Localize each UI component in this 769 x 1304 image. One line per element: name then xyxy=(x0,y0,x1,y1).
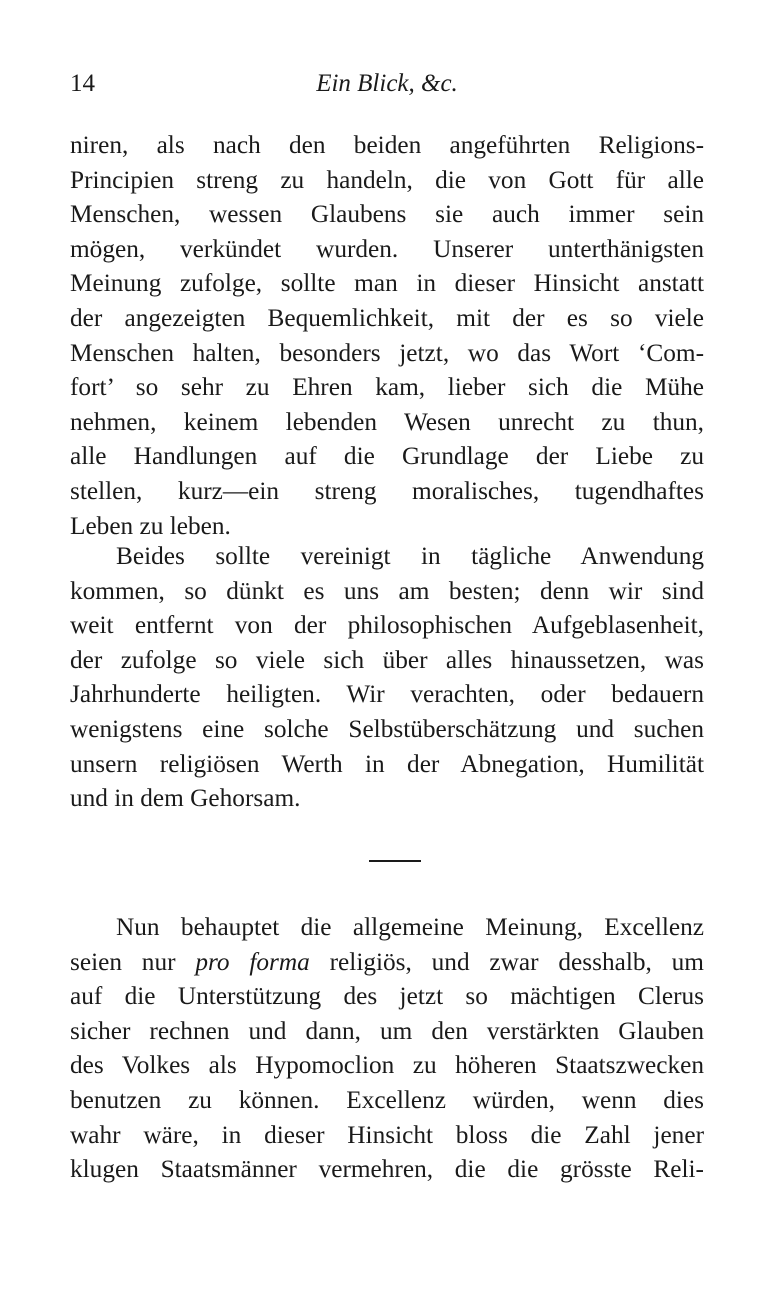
paragraph-3 xyxy=(70,910,704,1187)
text-line: Menschen, wessen Glaubens sie auch immer sein xyxy=(70,200,704,229)
text-line: Menschen halten, besonders jetzt, wo das Wort ‘Com- xyxy=(70,338,704,367)
text-line: weit entfernt von der philosophischen Aufgeblasenheit, xyxy=(70,611,704,640)
text-line: Leben zu leben. xyxy=(70,511,231,540)
text-line: klugen Staatsmänner vermehren, die die grösste Reli- xyxy=(70,1155,704,1184)
text-line: Jahrhunderte heiligten. Wir verachten, oder bedauern xyxy=(70,680,704,709)
text-line: Nun behauptet die allgemeine Meinung, Excellenz xyxy=(116,913,704,941)
text-line: benutzen zu können. Excellenz würden, wenn dies xyxy=(70,1085,704,1114)
text-line: kommen, so dünkt es uns am besten; denn wir sind xyxy=(70,576,704,605)
text-line: unsern religiösen Werth in der Abnegation, Humilität xyxy=(70,749,704,778)
text-line: mögen, verkündet wurden. Unserer unterthänigsten xyxy=(70,234,704,263)
text-line: wenigstens eine solche Selbstüberschätzung und suchen xyxy=(70,714,704,743)
text-line: niren, als nach den beiden angeführten Religions- xyxy=(70,131,704,159)
text-line: fort’ so sehr zu Ehren kam, lieber sich die Mühe xyxy=(70,373,704,402)
text-line: sicher rechnen und dann, um den verstärkten Glauben xyxy=(70,1016,704,1045)
section-divider xyxy=(369,860,421,862)
page-header xyxy=(70,70,704,106)
text-line: und in dem Gehorsam. xyxy=(70,784,301,813)
running-title: Ein Blick, &c. xyxy=(316,70,458,97)
paragraph-1 xyxy=(70,128,704,543)
page-number: 14 xyxy=(70,70,95,97)
text-line: der angezeigten Bequemlichkeit, mit der es so viele xyxy=(70,303,704,332)
paragraph-2 xyxy=(70,539,704,816)
text-line: Beides sollte vereinigt in tägliche Anwendung xyxy=(116,542,704,570)
text-line: des Volkes als Hypomoclion zu höheren Staatszwecken xyxy=(70,1051,704,1080)
text-run: religiös, und zwar desshalb, um xyxy=(309,947,704,976)
text-line: Meinung zufolge, sollte man in dieser Hinsicht anstatt xyxy=(70,269,704,298)
text-line: nehmen, keinem lebenden Wesen unrecht zu thun, xyxy=(70,407,704,436)
text-line: Principien streng zu handeln, die von Gott für alle xyxy=(70,165,704,194)
italic-phrase: pro forma xyxy=(195,947,310,976)
text-line-with-italic xyxy=(70,945,704,980)
text-line: alle Handlungen auf die Grundlage der Liebe zu xyxy=(70,442,704,471)
text-line: auf die Unterstützung des jetzt so mächtigen Clerus xyxy=(70,982,704,1011)
text-line: der zufolge so viele sich über alles hinaussetzen, was xyxy=(70,645,704,674)
text-line: stellen, kurz—ein streng moralisches, tugendhaftes xyxy=(70,476,704,505)
text-line: wahr wäre, in dieser Hinsicht bloss die Zahl jener xyxy=(70,1120,704,1149)
text-run: seien nur xyxy=(70,947,196,976)
